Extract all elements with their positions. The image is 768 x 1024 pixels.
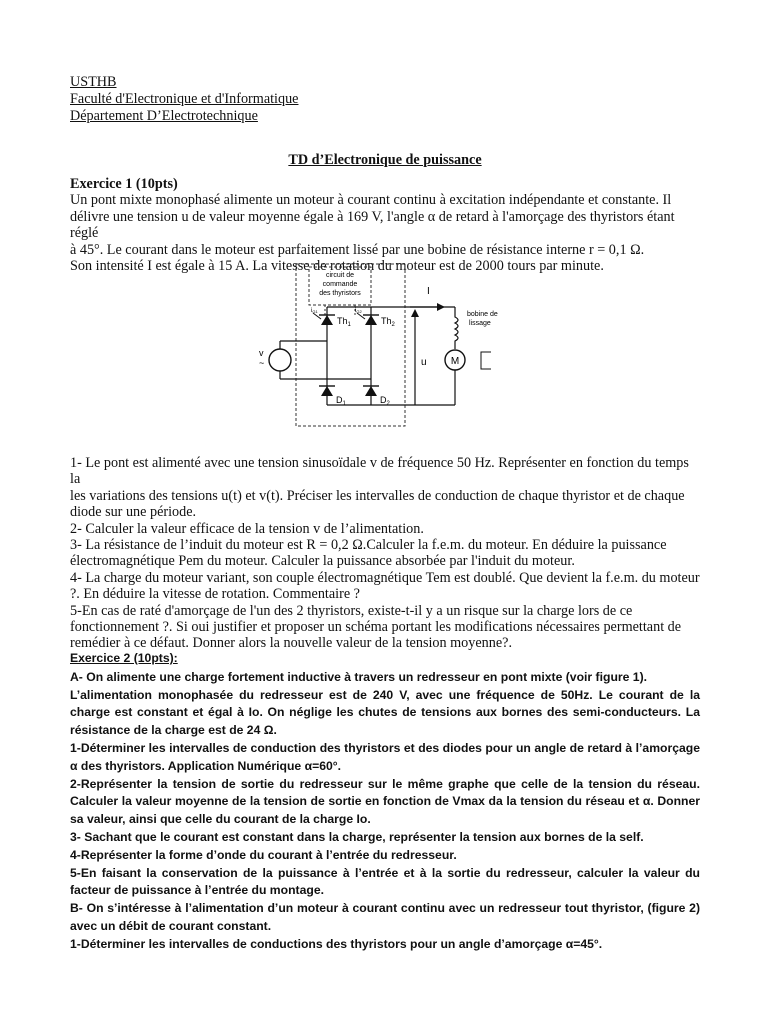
control-label: commande	[322, 281, 358, 288]
voltage-label: u	[421, 357, 427, 368]
exercise-1-questions	[70, 455, 700, 652]
department-name: Département D’Electrotechnique	[70, 107, 258, 124]
d1-label: $D_1$	[336, 395, 346, 407]
th1-label: $Th_1$	[337, 316, 351, 328]
source-symbol: ~	[259, 358, 265, 368]
exercise-2-paragraph: A- On alimente une charge fortement inductive à travers un redresseur en pont mixte (voir figure 1).	[70, 669, 648, 684]
exercise-2-paragraph: 3- Sachant que le courant est constant dans la charge, représenter la tension aux bornes de la self.	[70, 829, 644, 844]
diode-d2	[363, 386, 379, 396]
thyristor-th2	[357, 313, 379, 325]
current-label: I	[427, 286, 430, 297]
ac-source-icon	[269, 349, 291, 371]
question-line: ?. En déduire la vitesse de rotation. Commentaire ?	[70, 586, 360, 603]
excitation-bracket	[481, 352, 491, 369]
exercise-2-paragraph: L’alimentation monophasée du redresseur est de 240 V, avec une fréquence de 50Hz. Le courant de la charge est constant et égal à Io. On néglige les chutes de tensions aux bornes des semi-conducteurs. La résistance de la charge est de 24 Ω.	[70, 687, 700, 738]
d2-label: $D_2$	[380, 395, 390, 407]
th2-label: $Th_2$	[381, 316, 395, 328]
exercise-1-intro-line: délivre une tension u de valeur moyenne égale à 169 V, l'angle α de retard à l'amorçage des thyristors étant réglé	[70, 208, 675, 242]
exercise-1-intro-line: Un pont mixte monophasé alimente un moteur à courant continu à excitation indépendante et constante. Il	[70, 192, 672, 209]
thyristor-th1	[313, 313, 335, 325]
coil-label: bobine de	[467, 311, 498, 318]
question-line: les variations des tensions u(t) et v(t). Préciser les intervalles de conduction de chaque thyristor et de chaque	[70, 487, 685, 504]
current-arrow-icon	[437, 303, 445, 311]
question-line: 5-En cas de raté d'amorçage de l'un des 2 thyristors, existe-t-il y a un risque sur la charge lors de ce	[70, 602, 633, 619]
diode-d1	[319, 386, 335, 396]
exercise-1-intro-line: Son intensité I est égale à 15 A. La vitesse de rotation du moteur est de 2000 tours par minute.	[70, 258, 604, 275]
ig2-label: iG2	[355, 308, 362, 314]
question-line: fonctionnement ?. Si oui justifier et proposer un schéma portant les modifications nécessaires permettant de	[70, 619, 682, 636]
question-line: remédier à ce défaut. Donner alors la nouvelle valeur de la tension moyenne?.	[70, 635, 512, 652]
exercise-2-paragraph: 4-Représenter la forme d’onde du courant à l’entrée du redresseur.	[70, 847, 457, 862]
exercise-1-heading: Exercice 1 (10pts)	[70, 176, 178, 192]
exercise-1-intro-line: à 45°. Le courant dans le moteur est parfaitement lissé par une bobine de résistance interne r = 0,1 Ω.	[70, 241, 645, 258]
ig1-label: iG1	[311, 308, 318, 314]
motor-label: M	[450, 356, 460, 367]
control-label: circuit de	[325, 272, 355, 279]
circuit-diagram	[255, 259, 505, 431]
question-line: 4- La charge du moteur variant, son couple électromagnétique Tem est doublé. Que devient la f.e.m. du moteur	[70, 569, 700, 586]
exercise-2-paragraph: 1-Déterminer les intervalles de conductions des thyristors pour un angle d’amorçage α=45°.	[70, 936, 603, 951]
university-name: USTHB	[70, 74, 117, 90]
coil-label: lissage	[469, 320, 491, 327]
exercise-2	[70, 650, 700, 954]
question-line: 2- Calculer la valeur efficace de la tension v de l’alimentation.	[70, 520, 424, 537]
question-line: 1- Le pont est alimenté avec une tension sinusoïdale v de fréquence 50 Hz. Représenter en fonction du temps la	[70, 455, 689, 488]
faculty-name: Faculté d'Electronique et d'Informatique	[70, 90, 299, 107]
question-line: diode sur une période.	[70, 504, 197, 521]
exercise-2-paragraph: 5-En faisant la conservation de la puissance à l’entrée et à la sortie du redresseur, calculer la valeur du facteur de puissance à l’entrée du montage.	[70, 865, 700, 898]
exercise-2-heading: Exercice 2 (10pts):	[70, 651, 178, 665]
control-label: des thyristors	[319, 290, 361, 297]
exercise-2-paragraph: 1-Déterminer les intervalles de conduction des thyristors et des diodes pour un angle de retard à l’amorçage α des thyristors. Application Numérique α=60°.	[70, 740, 700, 773]
source-label: v	[259, 348, 264, 358]
exercise-2-paragraph: 2-Représenter la tension de sortie du redresseur sur le même graphe que celle de la tension du réseau. Calculer la valeur moyenne de la tension de sortie en fonction de Vmax da la tension du réseau et α. Donner sa valeur, ainsi que celle du courant de la charge Io.	[70, 776, 700, 827]
smoothing-coil-icon	[455, 307, 458, 349]
question-line: électromagnétique Pem du moteur. Calculer la puissance absorbée par l'induit du moteur.	[70, 553, 575, 570]
question-line: 3- La résistance de l’induit du moteur est R = 0,2 Ω.Calculer la f.e.m. du moteur. En déduire la puissance	[70, 537, 667, 554]
exercise-2-paragraph: B- On s’intéresse à l’alimentation d’un moteur à courant continu avec un redresseur tout thyristor, (figure 2) avec un débit de courant constant.	[70, 901, 700, 933]
institution-header	[70, 74, 700, 124]
document-title: TD d’Electronique de puissance	[288, 152, 482, 168]
